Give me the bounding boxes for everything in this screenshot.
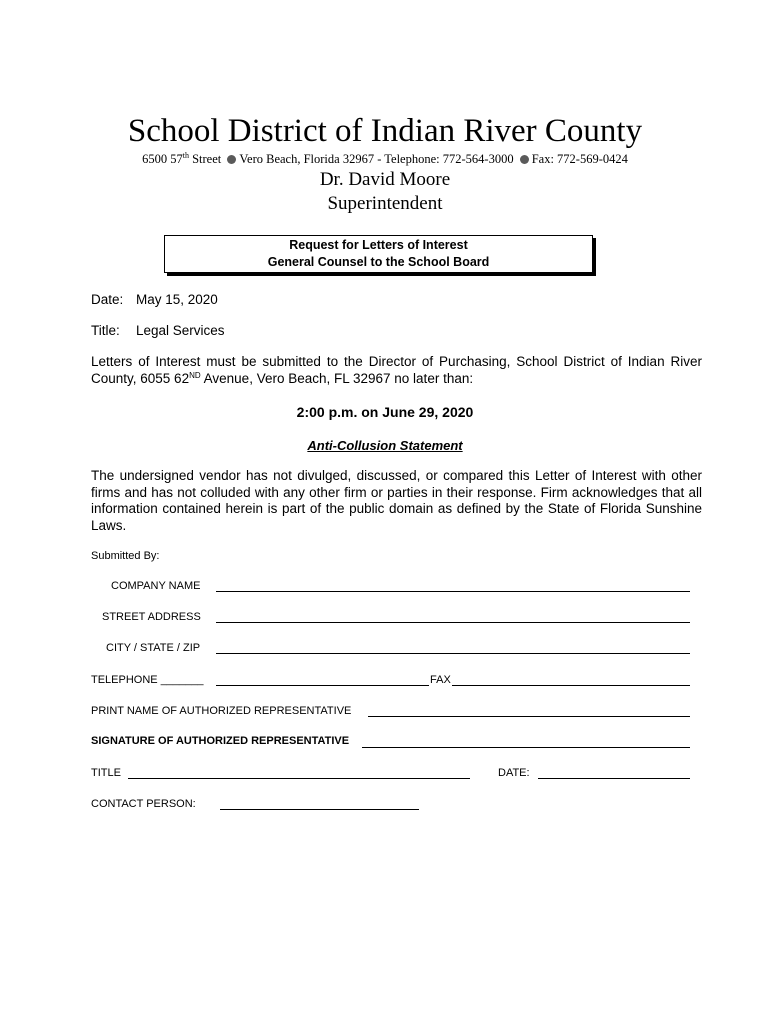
city-state-zip-field[interactable] — [216, 653, 690, 654]
date-line — [91, 291, 218, 308]
address-street: 6500 57th Street — [142, 151, 222, 166]
request-line-2: General Counsel to the School Board — [267, 255, 490, 269]
signature-field[interactable] — [362, 747, 690, 748]
contact-person-field[interactable] — [220, 809, 419, 810]
date-value: May 15, 2020 — [136, 292, 218, 307]
date-field-label: DATE: — [498, 767, 530, 779]
street-address-label: STREET ADDRESS — [102, 611, 201, 623]
district-address — [0, 151, 770, 167]
title-label: Title: — [91, 323, 120, 338]
title-field-label: TITLE — [91, 767, 121, 779]
title-line — [91, 322, 225, 339]
bullet-icon — [520, 155, 529, 164]
request-line-1: Request for Letters of Interest — [289, 238, 468, 252]
telephone-area-blank: _______ — [160, 674, 204, 686]
superintendent-name: Dr. David Moore — [319, 169, 451, 190]
print-name-field[interactable] — [368, 716, 690, 717]
superintendent-title: Superintendent — [327, 193, 443, 214]
submission-paragraph: Letters of Interest must be submitted to the Director of Purchasing, School District of Indian River County, 6055 62ND Avenue, Vero Beach, FL 32967 no later than: — [91, 354, 702, 386]
fax-label: FAX — [430, 674, 451, 686]
request-box — [164, 235, 593, 273]
date-label: Date: — [91, 292, 124, 307]
anti-collusion-heading: Anti-Collusion Statement — [307, 438, 463, 453]
telephone-label: TELEPHONE _______ — [91, 674, 204, 686]
title-field[interactable] — [128, 778, 470, 779]
title-value: Legal Services — [136, 323, 225, 338]
anti-collusion-body: The undersigned vendor has not divulged, discussed, or compared this Letter of Interest with other firms and has not colluded with any other firm or parties in their response. Firm acknowledges that all information contained herein is part of the public domain as defined by the State of Florida Sunshine Laws. — [91, 468, 702, 533]
print-name-label: PRINT NAME OF AUTHORIZED REPRESENTATIVE — [91, 705, 352, 717]
deadline: 2:00 p.m. on June 29, 2020 — [296, 404, 474, 420]
address-city-phone: Vero Beach, Florida 32967 - Telephone: 772-564-3000 — [239, 152, 514, 166]
bullet-icon — [227, 155, 236, 164]
street-address-field[interactable] — [216, 622, 690, 623]
telephone-field[interactable] — [216, 685, 429, 686]
date-field[interactable] — [538, 778, 690, 779]
submitted-by-label: Submitted By: — [91, 550, 160, 562]
company-name-field[interactable] — [216, 591, 690, 592]
contact-person-label: CONTACT PERSON: — [91, 798, 196, 810]
company-name-label: COMPANY NAME — [111, 580, 201, 592]
city-state-zip-label: CITY / STATE / ZIP — [106, 642, 201, 654]
address-fax: Fax: 772-569-0424 — [531, 152, 628, 166]
district-title: School District of Indian River County — [127, 113, 643, 149]
fax-field[interactable] — [452, 685, 690, 686]
signature-label: SIGNATURE OF AUTHORIZED REPRESENTATIVE — [91, 735, 350, 747]
